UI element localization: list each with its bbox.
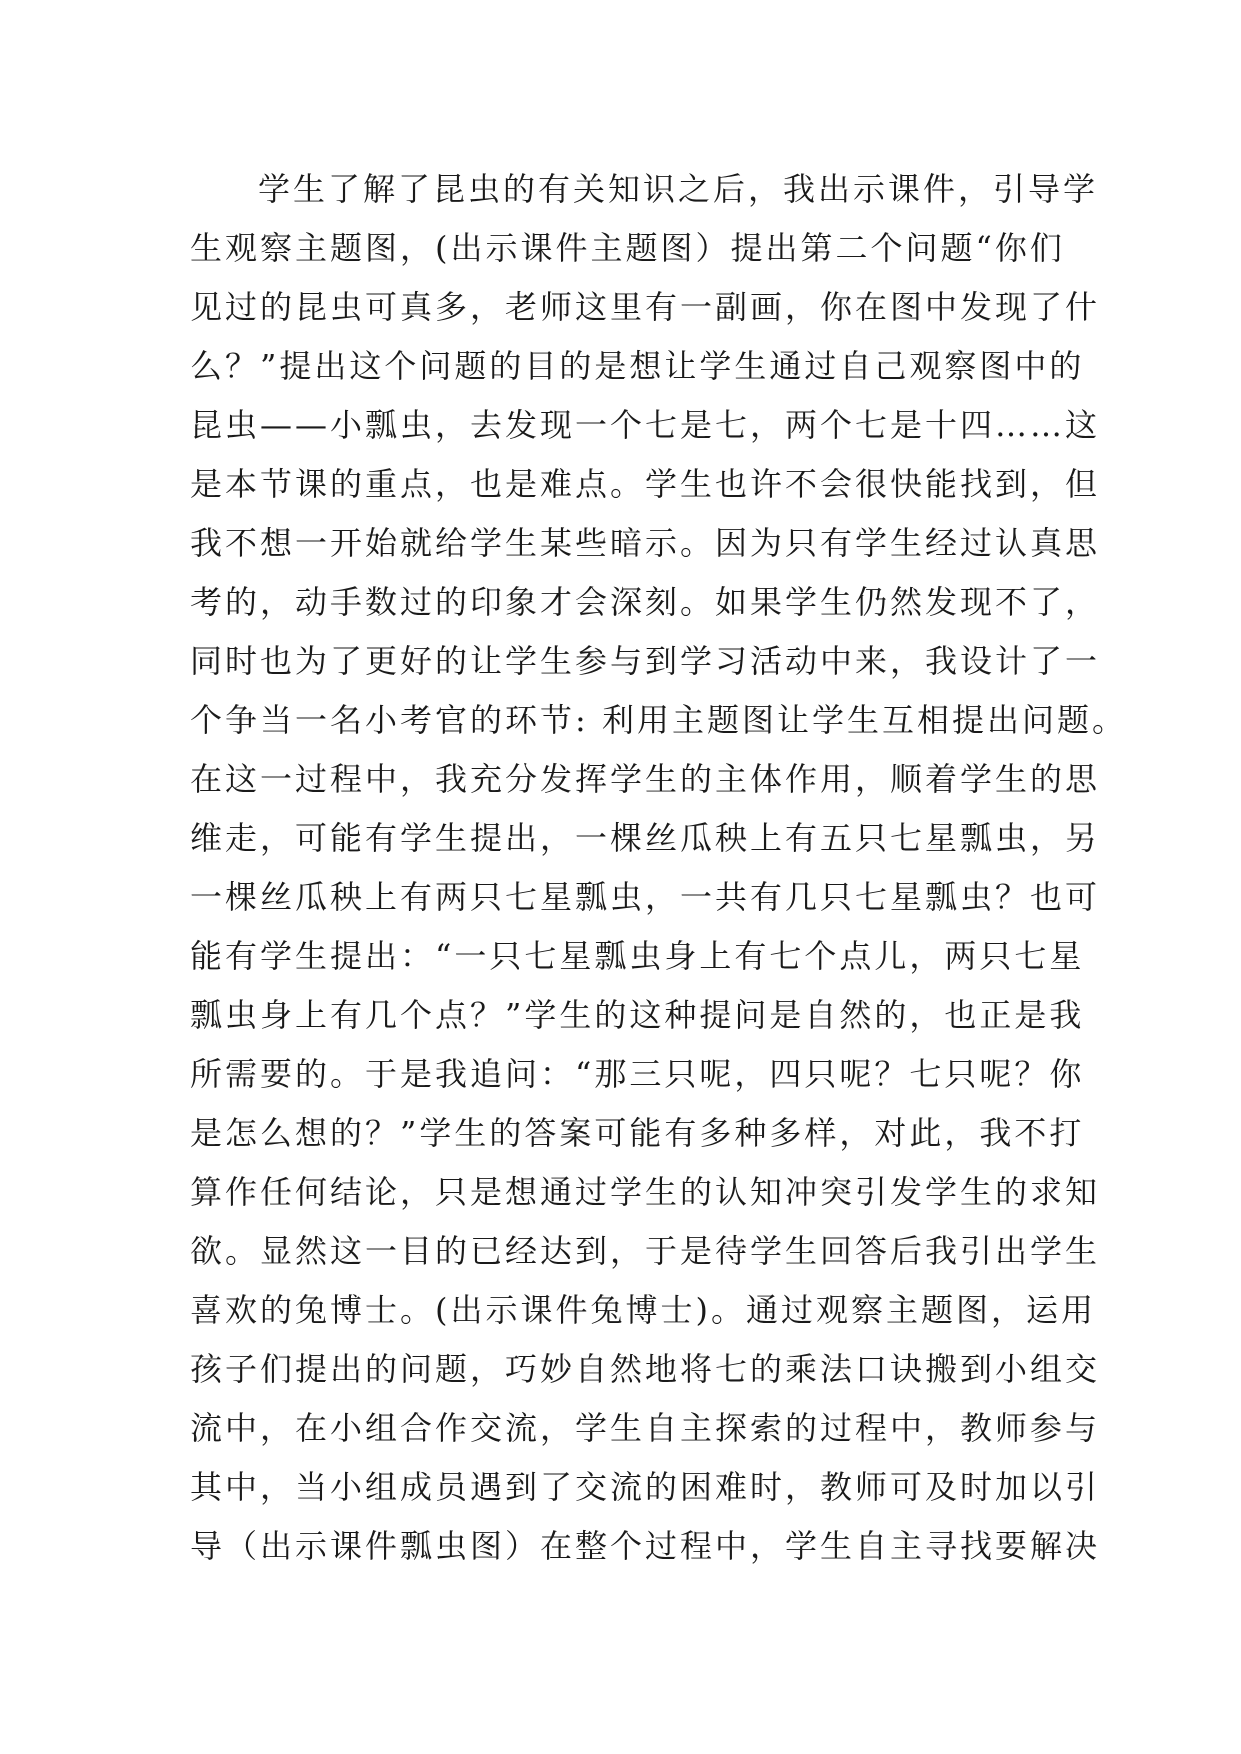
text-line-21: 孩子们提出的问题，巧妙自然地将七的乘法口诀搬到小组交 xyxy=(190,1350,1101,1388)
text-line-2: 生观察主题图，(出示课件主题图）提出第二个问题“你们 xyxy=(190,229,1065,267)
text-line-6: 是本节课的重点，也是难点。学生也许不会很快能找到，但 xyxy=(190,465,1101,503)
text-line-5: 昆虫——小瓢虫，去发现一个七是七，两个七是十四……这 xyxy=(190,406,1101,444)
text-line-4: 么？”提出这个问题的目的是想让学生通过自己观察图中的 xyxy=(190,347,1085,385)
text-line-20: 喜欢的兔博士。(出示课件兔博士)。通过观察主题图，运用 xyxy=(190,1291,1096,1329)
text-line-23: 其中，当小组成员遇到了交流的困难时，教师可及时加以引 xyxy=(190,1468,1101,1506)
text-line-11: 在这一过程中，我充分发挥学生的主体作用，顺着学生的思 xyxy=(190,760,1101,798)
text-line-1: 学生了解了昆虫的有关知识之后，我出示课件，引导学 xyxy=(258,170,1099,208)
text-line-9: 同时也为了更好的让学生参与到学习活动中来，我设计了一 xyxy=(190,642,1101,680)
text-line-14: 能有学生提出：“一只七星瓢虫身上有七个点儿，两只七星 xyxy=(190,937,1085,975)
text-line-24: 导（出示课件瓢虫图）在整个过程中，学生自主寻找要解决 xyxy=(190,1527,1101,1565)
text-line-17: 是怎么想的？”学生的答案可能有多种多样，对此，我不打 xyxy=(190,1114,1085,1152)
text-line-22: 流中，在小组合作交流，学生自主探索的过程中，教师参与 xyxy=(190,1409,1101,1447)
body-paragraph xyxy=(190,160,1127,1576)
text-line-7: 我不想一开始就给学生某些暗示。因为只有学生经过认真思 xyxy=(190,524,1101,562)
text-line-19: 欲。显然这一目的已经达到，于是待学生回答后我引出学生 xyxy=(190,1232,1101,1270)
text-line-12: 维走，可能有学生提出，一棵丝瓜秧上有五只七星瓢虫，另 xyxy=(190,819,1101,857)
text-line-10: 个争当一名小考官的环节: 利用主题图让学生互相提出问题。 xyxy=(190,701,1127,739)
text-line-8: 考的，动手数过的印象才会深刻。如果学生仍然发现不了， xyxy=(190,583,1101,621)
text-line-16: 所需要的。于是我追问：“那三只呢，四只呢？七只呢？你 xyxy=(190,1055,1085,1093)
text-line-18: 算作任何结论，只是想通过学生的认知冲突引发学生的求知 xyxy=(190,1173,1101,1211)
text-line-3: 见过的昆虫可真多，老师这里有一副画，你在图中发现了什 xyxy=(190,288,1101,326)
text-line-13: 一棵丝瓜秧上有两只七星瓢虫，一共有几只七星瓢虫？也可 xyxy=(190,878,1101,916)
text-line-15: 瓢虫身上有几个点？”学生的这种提问是自然的，也正是我 xyxy=(190,996,1085,1034)
